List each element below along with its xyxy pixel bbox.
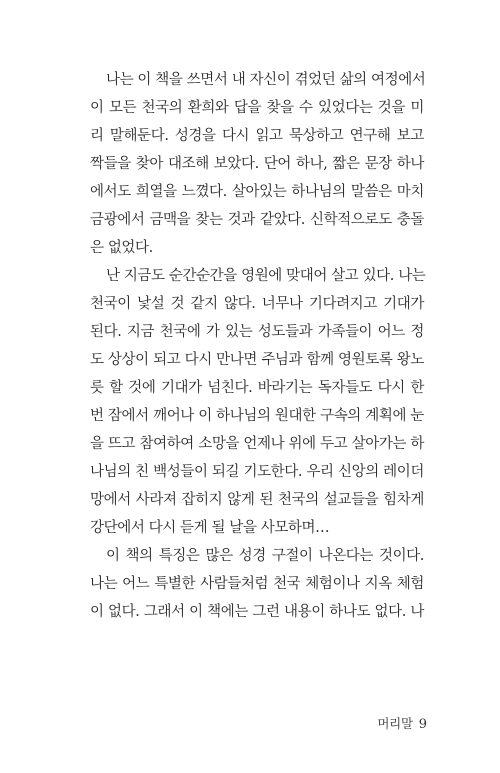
text-line: 천국이 낯설 것 같지 않다. 너무나 기다려지고 기대가 <box>90 296 424 312</box>
text-line: 나님의 친 백성들이 되길 기도한다. 우리 신앙의 레이더 <box>90 464 424 480</box>
page-footer <box>377 714 427 734</box>
text-line: 이 책의 특징은 많은 성경 구절이 나온다는 것이다. <box>106 548 424 564</box>
text-line: 을 뜨고 참여하여 소망을 언제나 위에 두고 살아가는 하 <box>90 436 424 452</box>
text-line: 번 잠에서 깨어나 이 하나님의 원대한 구속의 계획에 눈 <box>90 408 424 424</box>
text-line: 리 말해둔다. 성경을 다시 읽고 묵상하고 연구해 보고 <box>90 128 424 144</box>
text-line: 도 상상이 되고 다시 만나면 주님과 함께 영원토록 왕노 <box>90 352 424 368</box>
text-line: 금광에서 금맥을 찾는 것과 같았다. 신학적으로도 충돌 <box>90 212 424 228</box>
text-line: 강단에서 다시 듣게 될 날을 사모하며… <box>90 520 330 536</box>
text-line: 릇 할 것에 기대가 넘친다. 바라기는 독자들도 다시 한 <box>90 380 424 396</box>
text-line: 이 없다. 그래서 이 책에는 그런 내용이 하나도 없다. 나 <box>90 604 424 620</box>
text-line: 망에서 사라져 잡히지 않게 된 천국의 설교들을 힘차게 <box>90 492 424 508</box>
text-line: 이 모든 천국의 환희와 답을 찾을 수 있었다는 것을 미 <box>90 100 424 116</box>
text-line: 에서도 희열을 느꼈다. 살아있는 하나님의 말씀은 마치 <box>90 184 424 200</box>
text-line: 나는 어느 특별한 사람들처럼 천국 체험이나 지옥 체험 <box>90 576 424 592</box>
text-line: 짝들을 찾아 대조해 보았다. 단어 하나, 짧은 문장 하나 <box>90 156 424 172</box>
text-line: 된다. 지금 천국에 가 있는 성도들과 가족들이 어느 정 <box>90 324 424 340</box>
text-line: 난 지금도 순간순간을 영원에 맞대어 살고 있다. 나는 <box>106 268 426 284</box>
text-line: 나는 이 책을 쓰면서 내 자신이 겪었던 삶의 여정에서 <box>106 72 426 88</box>
page-number: 9 <box>418 717 427 732</box>
text-line: 은 없었다. <box>90 240 153 256</box>
section-label: 머리말 <box>377 716 413 731</box>
